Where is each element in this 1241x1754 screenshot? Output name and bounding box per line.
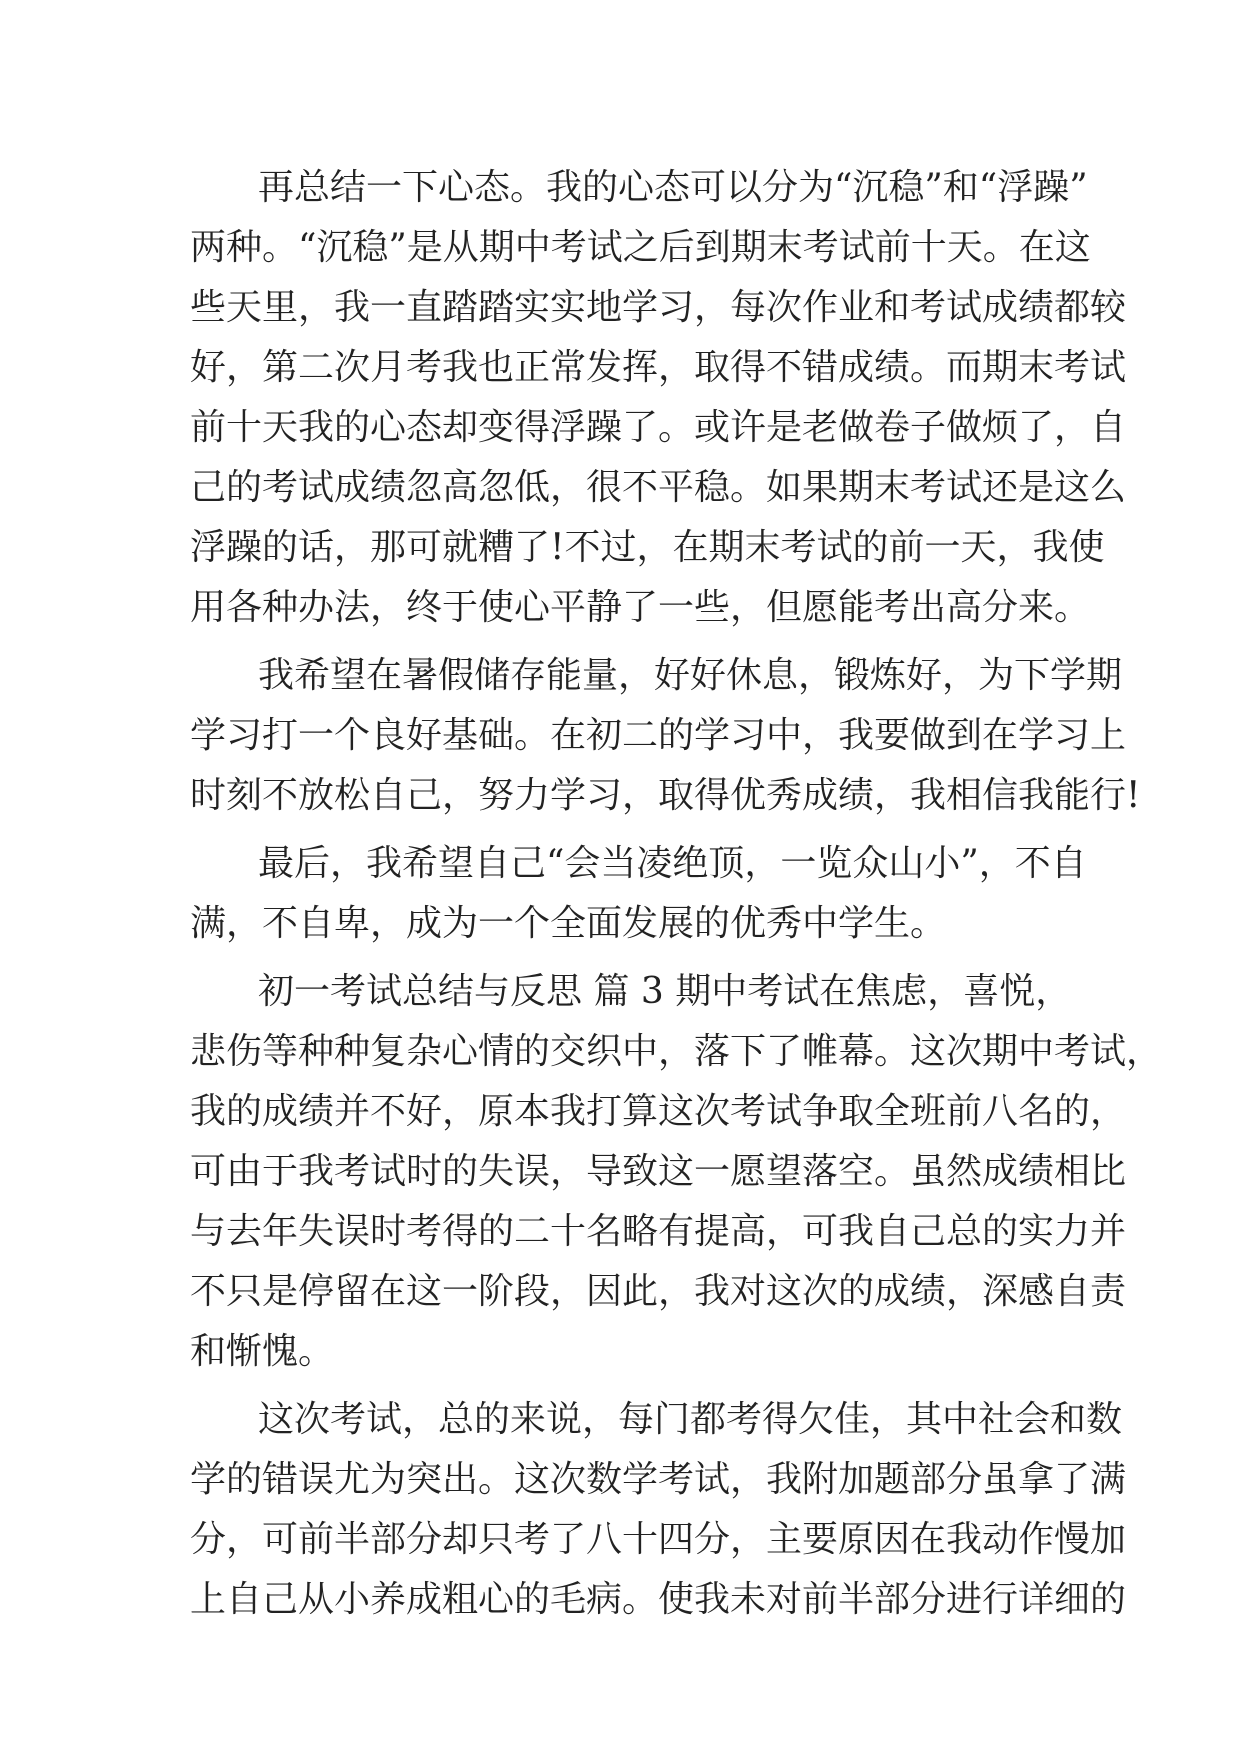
paragraph-line: 不只是停留在这一阶段，因此，我对这次的成绩，深感自责 xyxy=(190,1271,1127,1312)
section-heading-line: 初一考试总结与反思 篇 3 期中考试在焦虑，喜悦， xyxy=(258,971,1072,1012)
paragraph-line: 悲伤等种种复杂心情的交织中，落下了帷幕。这次期中考试， xyxy=(190,1031,1163,1072)
paragraph-line: 我希望在暑假储存能量，好好休息，锻炼好，为下学期 xyxy=(258,655,1123,696)
paragraph-line: 学习打一个良好基础。在初二的学习中，我要做到在学习上 xyxy=(190,715,1127,756)
paragraph-line: 和惭愧。 xyxy=(190,1331,335,1372)
document-body xyxy=(190,158,1163,1630)
paragraph-line: 好，第二次月考我也正常发挥，取得不错成绩。而期末考试 xyxy=(190,347,1127,388)
paragraph-line: 时刻不放松自己，努力学习，取得优秀成绩，我相信我能行! xyxy=(190,775,1141,816)
paragraph-line: 满，不自卑，成为一个全面发展的优秀中学生。 xyxy=(190,903,947,944)
paragraph-line: 两种。“沉稳”是从期中考试之后到期末考试前十天。在这 xyxy=(190,227,1091,268)
paragraph-line: 分，可前半部分却只考了八十四分，主要原因在我动作慢加 xyxy=(190,1519,1127,1560)
paragraph-line: 与去年失误时考得的二十名略有提高，可我自己总的实力并 xyxy=(190,1211,1127,1252)
paragraph-line: 最后，我希望自己“会当凌绝顶，一览众山小”，不自 xyxy=(258,843,1087,884)
paragraph-line: 再总结一下心态。我的心态可以分为“沉稳”和“浮躁” xyxy=(258,167,1088,208)
paragraph-line: 浮躁的话，那可就糟了!不过，在期末考试的前一天，我使 xyxy=(190,527,1105,568)
paragraph-line: 上自己从小养成粗心的毛病。使我未对前半部分进行详细的 xyxy=(190,1579,1127,1620)
paragraph-line: 我的成绩并不好，原本我打算这次考试争取全班前八名的， xyxy=(190,1091,1127,1132)
paragraph-line: 可由于我考试时的失误，导致这一愿望落空。虽然成绩相比 xyxy=(190,1151,1127,1192)
paragraph-line: 些天里，我一直踏踏实实地学习，每次作业和考试成绩都较 xyxy=(190,287,1127,328)
paragraph-line: 己的考试成绩忽高忽低，很不平稳。如果期末考试还是这么 xyxy=(190,467,1127,508)
paragraph-line: 学的错误尤为突出。这次数学考试，我附加题部分虽拿了满 xyxy=(190,1459,1127,1500)
paragraph-line: 用各种办法，终于使心平静了一些，但愿能考出高分来。 xyxy=(190,587,1091,628)
paragraph-line: 前十天我的心态却变得浮躁了。或许是老做卷子做烦了，自 xyxy=(190,407,1127,448)
paragraph-line: 这次考试，总的来说，每门都考得欠佳，其中社会和数 xyxy=(258,1399,1123,1440)
